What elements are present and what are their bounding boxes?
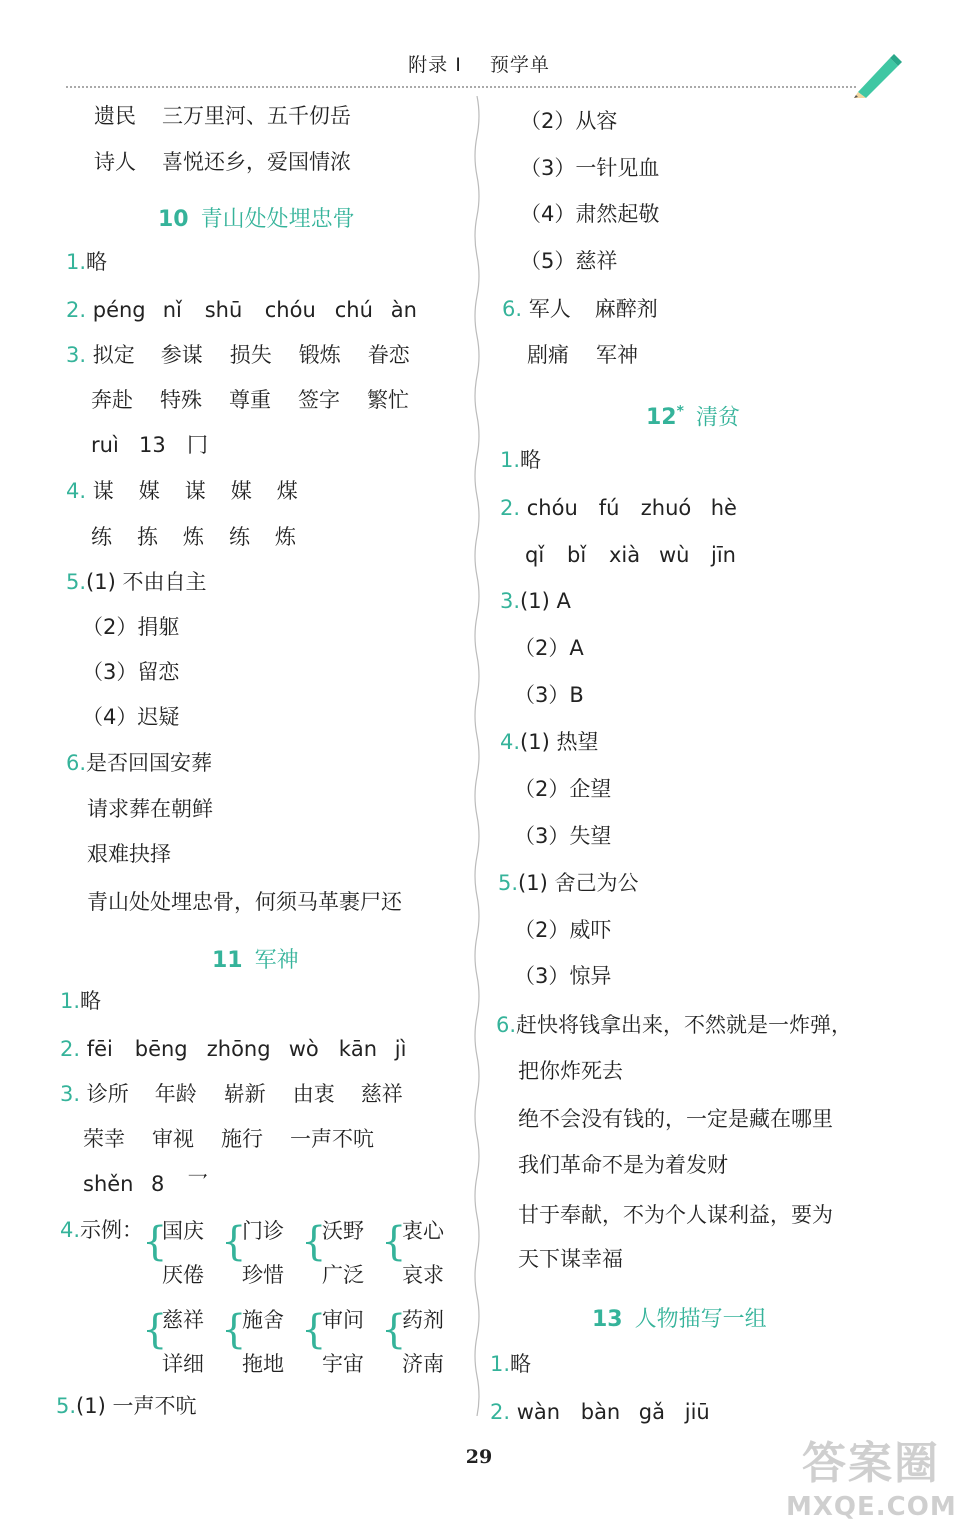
l12-q6-3: 绝不会没有钱的，一定是藏在哪里 bbox=[518, 1107, 833, 1131]
l11-q2: 2. fēi bēng zhōng wò kān jì bbox=[60, 1037, 407, 1061]
l10-q2: 2. péng nǐ shū chóu chú àn bbox=[66, 298, 417, 322]
l10-q3-row2: 奔赴 特殊 尊重 签字 繁忙 bbox=[91, 388, 409, 412]
l12-q4-2: （2）企望 bbox=[514, 777, 612, 801]
carry-line-2: 诗人 喜悦还乡，爱国情浓 bbox=[94, 150, 351, 174]
r-carry-2: （2）从容 bbox=[520, 109, 618, 133]
l10-q4-row2: 练 拣 炼 练 炼 bbox=[91, 525, 296, 549]
r-carry-4: （4）肃然起敬 bbox=[520, 202, 660, 226]
brace-3: { bbox=[301, 1219, 327, 1265]
l12-q6-4: 我们革命不是为着发财 bbox=[518, 1153, 728, 1177]
brace-2: { bbox=[221, 1219, 247, 1265]
page-header bbox=[0, 50, 958, 77]
carry-line-1: 遗民 三万里河、五千仞岳 bbox=[94, 104, 351, 128]
l12-q6-2: 把你炸死去 bbox=[518, 1059, 623, 1083]
l10-q6-1: 6.是否回国安葬 bbox=[66, 751, 213, 775]
l10-q3-row1: 3. 拟定 参谋 损失 锻炼 眷恋 bbox=[66, 343, 410, 367]
l12-q4-1: 4.(1) 热望 bbox=[500, 730, 599, 754]
l11-q4-row3: 慈祥 施舍 审问 药剂 bbox=[162, 1308, 444, 1332]
brace-8: { bbox=[381, 1307, 407, 1353]
l10-q6-4: 青山处处埋忠骨，何须马革裹尸还 bbox=[87, 890, 402, 914]
brace-4: { bbox=[381, 1219, 407, 1265]
l11-q5-1: 5.(1) 一声不吭 bbox=[56, 1394, 197, 1418]
l12-q4-3: （3）失望 bbox=[514, 824, 612, 848]
l13-q1: 1.略 bbox=[490, 1352, 532, 1376]
l10-q5-1: 5.(1) 不由自主 bbox=[66, 570, 207, 594]
l12-q3-1: 3.(1) A bbox=[500, 589, 571, 613]
r-carry-5: （5）慈祥 bbox=[520, 249, 618, 273]
l12-q5-2: （2）威吓 bbox=[514, 918, 612, 942]
column-divider bbox=[472, 96, 482, 1416]
pencil-icon bbox=[850, 52, 902, 98]
l12-q3-2: （2）A bbox=[514, 636, 584, 660]
lesson-13-title: 13 人物描写一组 bbox=[592, 1307, 767, 1332]
watermark-logo: 答案圈 MXQE.COM bbox=[786, 1438, 957, 1522]
l12-q6-5: 甘于奉献，不为个人谋利益，要为 bbox=[518, 1203, 833, 1227]
brace-1: { bbox=[142, 1219, 168, 1265]
l10-q5-2: （2）捐躯 bbox=[82, 615, 180, 639]
header-appendix: 附录 I bbox=[408, 54, 462, 76]
r-carry-6b: 剧痛 军神 bbox=[527, 343, 638, 367]
l11-q3-row3: shěn 8 乛 bbox=[83, 1172, 208, 1196]
lesson-11-title: 11 军神 bbox=[212, 948, 299, 973]
l10-q5-4: （4）迟疑 bbox=[82, 705, 180, 729]
l10-q3-row3: ruì 13 冂 bbox=[91, 433, 208, 457]
l11-q4-row1: 国庆 门诊 沃野 衷心 bbox=[162, 1219, 444, 1243]
l11-q4-label: 4.示例： bbox=[60, 1218, 144, 1242]
header-section: 预学单 bbox=[489, 54, 550, 76]
l13-q2: 2. wàn bàn gǎ jiū bbox=[490, 1400, 710, 1424]
l12-q5-3: （3）惊异 bbox=[514, 964, 612, 988]
l10-q6-2: 请求葬在朝鲜 bbox=[87, 797, 213, 821]
l10-q4-row1: 4. 谋 媒 谋 媒 煤 bbox=[66, 479, 298, 503]
l12-q2-row1: 2. chóu fú zhuó hè bbox=[500, 496, 737, 520]
r-carry-3: （3）一针见血 bbox=[520, 156, 660, 180]
brace-7: { bbox=[301, 1307, 327, 1353]
l12-q2-row2: qǐ bǐ xià wù jīn bbox=[525, 543, 736, 567]
brace-5: { bbox=[142, 1307, 168, 1353]
brace-6: { bbox=[221, 1307, 247, 1353]
l11-q4-row2: 厌倦 珍惜 广泛 哀求 bbox=[162, 1263, 444, 1287]
l12-q6-6: 天下谋幸福 bbox=[518, 1247, 623, 1271]
r-carry-6a: 6. 军人 麻醉剂 bbox=[502, 297, 658, 321]
l11-q1: 1.略 bbox=[60, 989, 102, 1013]
l12-q5-1: 5.(1) 舍己为公 bbox=[498, 871, 639, 895]
l12-q3-3: （3）B bbox=[514, 683, 584, 707]
l11-q3-row2: 荣幸 审视 施行 一声不吭 bbox=[83, 1127, 374, 1151]
l12-q1: 1.略 bbox=[500, 448, 542, 472]
l10-q5-3: （3）留恋 bbox=[82, 660, 180, 684]
l11-q4-row4: 详细 拖地 宇宙 济南 bbox=[162, 1352, 444, 1376]
header-dotted-rule bbox=[66, 86, 856, 88]
l12-q6-1: 6.赶快将钱拿出来，不然就是一炸弹， bbox=[496, 1013, 853, 1037]
l11-q3-row1: 3. 诊所 年龄 崭新 由衷 慈祥 bbox=[60, 1082, 403, 1106]
page-number: 29 bbox=[465, 1446, 493, 1468]
l10-q1: 1.略 bbox=[66, 250, 108, 274]
lesson-10-title: 10 青山处处埋忠骨 bbox=[158, 207, 355, 232]
lesson-12-title: 12* 清贫 bbox=[646, 404, 740, 431]
l10-q6-3: 艰难抉择 bbox=[87, 842, 171, 866]
